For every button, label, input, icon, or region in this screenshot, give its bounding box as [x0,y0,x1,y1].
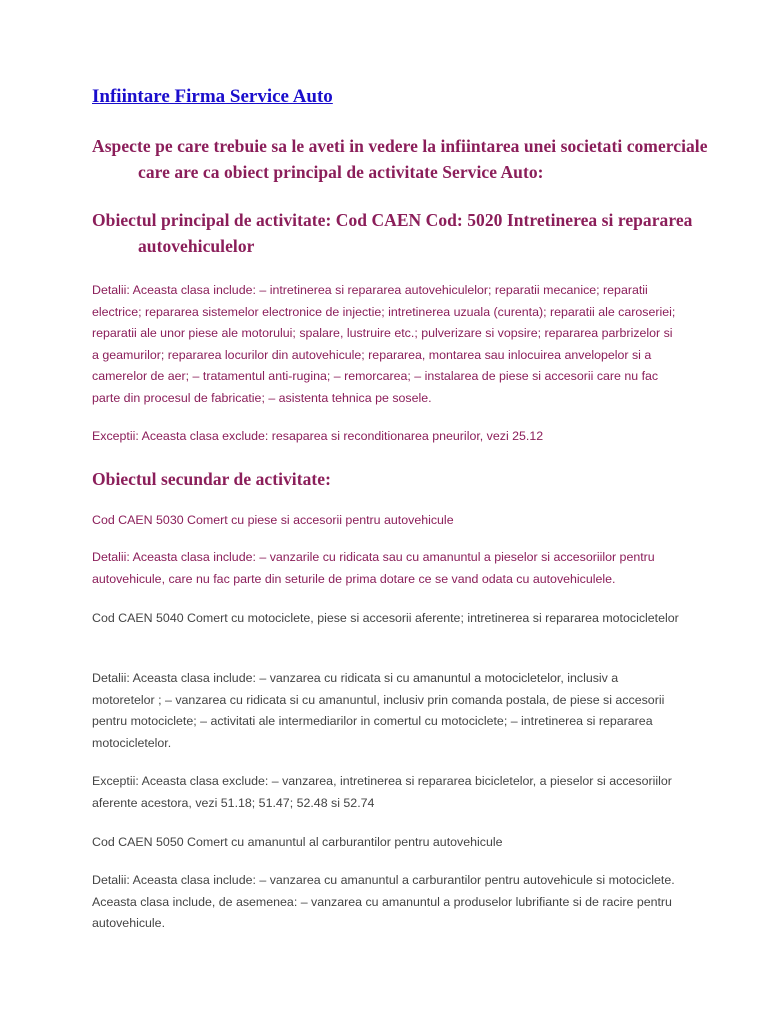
cod-5040-exceptions: Exceptii: Aceasta clasa exclude: – vanzarea, intretinerea si repararea bicicletelor, a pieselor si accesoriilor aferente acestora, vezi 51.18; 51.47; 52.48 si 52.74 [92,774,672,810]
cod-5040-title: Cod CAEN 5040 Comert cu motociclete, piese si accesorii aferente; intretinerea si repararea motocicletelor [92,611,679,625]
cod-5050-title: Cod CAEN 5050 Comert cu amanuntul al carburantilor pentru autovehicule [92,835,503,849]
page-title-link[interactable]: Infiintare Firma Service Auto [92,86,333,107]
main-activity-heading: Obiectul principal de activitate: Cod CAEN Cod: 5020 Intretinerea si repararea autovehiculelor [92,210,693,256]
cod-5030-details: Detalii: Aceasta clasa include: – vanzarile cu ridicata sau cu amanuntul a pieselor si accesoriilor pentru autovehicule, care nu fac parte din seturile de prima dotare ce se vand odata cu autovehiculele. [92,550,655,586]
secondary-activity-heading: Obiectul secundar de activitate: [92,469,331,489]
cod-5050-details: Detalii: Aceasta clasa include: – vanzarea cu amanuntul a carburantilor pentru autovehicule si motociclete. Aceasta clasa include, de asemenea: – vanzarea cu amanuntul a produselor lubrifiante si de racire pentru autovehicule. [92,873,675,930]
cod-5040-details: Detalii: Aceasta clasa include: – vanzarea cu ridicata si cu amanuntul a motocicletelor, inclusiv a motoretelor ; – vanzarea cu ridicata si cu amanuntul, inclusiv prin comanda postala, de piese si accesorii pentru motociclete; – activitati ale intermediarilor in comertul cu motociclete; – intretinerea si repararea motocicletelor. [92,671,665,750]
cod-5030-title: Cod CAEN 5030 Comert cu piese si accesorii pentru autovehicule [92,513,454,527]
intro-heading: Aspecte pe care trebuie sa le aveti in vedere la infiintarea unei societati comerciale care are ca obiect principal de activitate Service Auto: [92,136,708,182]
main-activity-details: Detalii: Aceasta clasa include: – intretinerea si repararea autovehiculelor; reparatii mecanice; reparatii electrice; repararea sistemelor electronice de injectie; intretinerea uzuala (curenta); reparatii ale caroseriei; reparatii ale unor piese ale motorului; spalare, lustruire etc.; pulverizare si vopsire; repararea parbrizelor si a geamurilor; repararea locurilor din autovehicule; repararea, montarea sau inlocuirea anvelopelor si a camerelor de aer; – tratamentul anti-rugina; – remorcarea; – instalarea de piese si accesorii care nu fac parte din procesul de fabricatie; – asistenta tehnica pe sosele. [92,283,676,405]
main-activity-exceptions: Exceptii: Aceasta clasa exclude: resaparea si reconditionarea pneurilor, vezi 25.12 [92,429,544,443]
